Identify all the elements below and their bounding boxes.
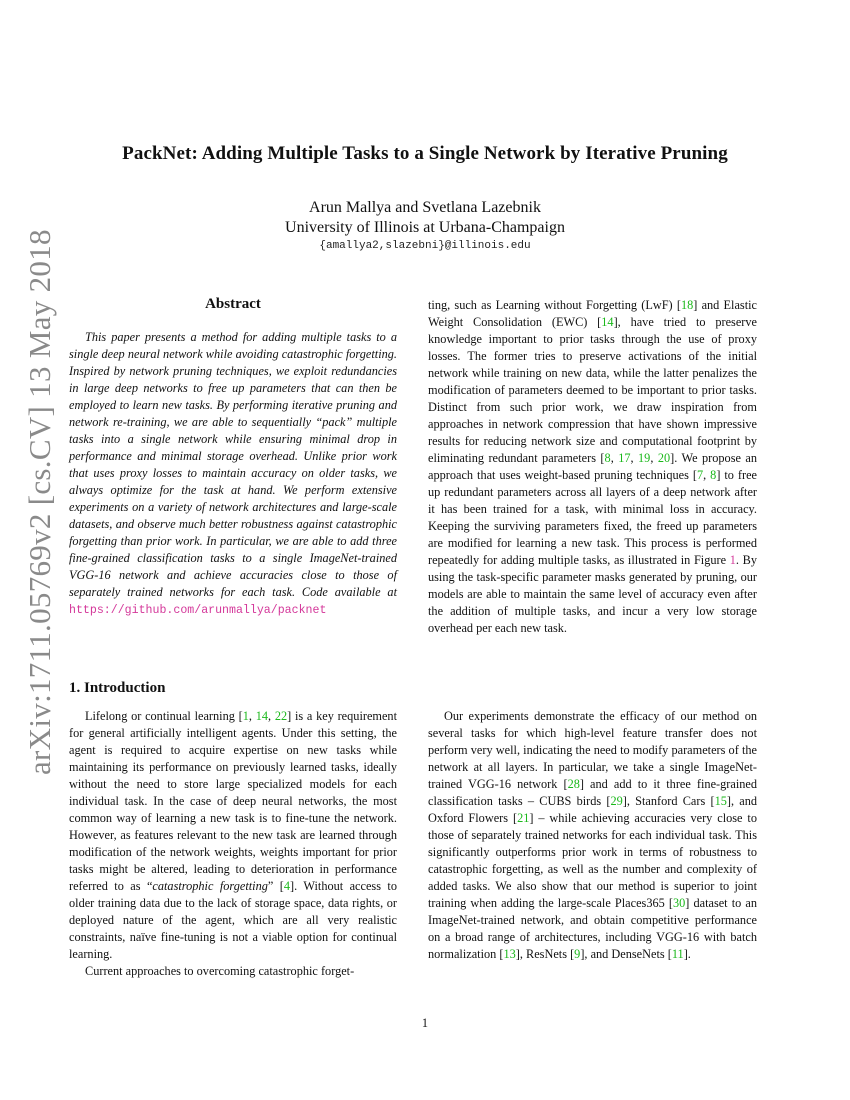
text-span: ], ResNets [ — [515, 947, 575, 961]
citation[interactable]: 17 — [618, 451, 631, 465]
citation[interactable]: 11 — [671, 947, 684, 961]
abstract-heading: Abstract — [205, 296, 261, 312]
text-span: ] to free up redundant parameters across all layers of a deep network after it has been trained for a task, with minimal loss in accuracy. Keeping the surviving parameters fixed, the freed up parameters are modified for learning a new task. This process is performed repeatedly for adding multiple tasks, as illustrated in Figure — [428, 468, 758, 567]
text-span: ]. — [683, 947, 691, 961]
intro-paragraph-2 — [69, 963, 397, 980]
text-span: ] – while achieving accuracies very close to those of separately trained networks for each individual task. This significantly outperforms prior work in terms of robustness to catastrophic forgetting, as well as the number and complexity of added tasks. We also show that our method is superior to joint training when adding the large-scale Places365 [ — [428, 811, 757, 910]
author-block — [0, 198, 850, 238]
author-names: Arun Mallya and Svetlana Lazebnik — [309, 199, 541, 216]
abstract-section — [69, 296, 397, 619]
intro-heading: 1. Introduction — [69, 680, 166, 696]
citation[interactable]: 20 — [657, 451, 671, 465]
citation[interactable]: 13 — [503, 947, 516, 961]
text-span: . By using the task-specific parameter masks generated by pruning, our models are able to maintain the same level of accuracy even after the addition of multiple tasks, and incur a very low storage overhead per each new task. — [428, 553, 757, 635]
citation[interactable]: 18 — [680, 298, 694, 312]
paper-title: PackNet: Adding Multiple Tasks to a Single Network by Iterative Pruning — [122, 143, 728, 164]
intro-left-column — [69, 708, 397, 980]
citation[interactable]: 9 — [574, 947, 581, 961]
intro-paragraph-2-continued: ting, such as Learning without Forgetting (LwF) [18] and Elastic Weight Consolidation (EWC) [14], have tried to preserve knowledge important to prior tasks through the use of proxy losses. The former tries to preserve activations of the initial network while training on new data, while the latter penalizes the modification of parameters deemed to be important to prior tasks. Distinct from such prior work, we draw inspiration from approaches in network compression that have shown impressive results for reducing network size and computational footprint by eliminating redundant parameters [8, 17, 19, 20]. We propose an approach that uses weight-based pruning techniques [7, 8] to free up redundant parameters across all layers of a deep network after it has been trained for a task, with minimal loss in accuracy. Keeping the surviving parameters fixed, the freed up parameters are modified for learning a new task. This process is performed repeatedly for adding multiple tasks, as illustrated in Figure 1. By using the task-specific parameter masks generated by pruning, our models are able to maintain the same level of accuracy even after the addition of multiple tasks, and incur a very low storage overhead per each new task. — [428, 298, 758, 635]
citation[interactable]: 1 — [242, 709, 249, 723]
text-span: ] and Elastic Weight Consolidation (EWC) [ — [428, 298, 758, 329]
citation[interactable]: 22 — [274, 709, 288, 723]
text-span: Our experiments demonstrate the efficacy of our method on several tasks for which high-level feature transfer does not perform very well, indicating the need to modify parameters of the network at all layers. In particular, we take a single ImageNet-trained VGG-16 network [ — [428, 709, 757, 791]
text-span: ] dataset to an ImageNet-trained network, and obtain competitive performance on a broad range of architectures, including VGG-16 with batch normalization [ — [428, 896, 757, 961]
citation[interactable]: 8 — [710, 468, 717, 482]
intro-paragraph-1: Lifelong or continual learning [1, 14, 22] is a key requirement for general artificially intelligent agents. Under this setting, the agent is required to acquire expertise on new tasks while maintaining its performance on previously learned tasks, ideally without the need to store large specialized models for each individual task. In the case of deep neural networks, the most common way of learning a new task is to fine-tune the network. However, as features relevant to the new task are learned through modification of the network weights, weights important for prior tasks might be altered, leading to deterioration in performance referred to as “catastrophic forgetting” [4]. Without access to older training data due to the lack of storage space, data rights, or deployed nature of the agent, which are all very realistic constraints, naïve fine-tuning is not a viable option for continual learning. — [69, 709, 397, 961]
text-span: ], and DenseNets [ — [580, 947, 672, 961]
citation[interactable]: 14 — [255, 709, 268, 723]
text-span: Lifelong or continual learning [ — [85, 709, 243, 723]
citation[interactable]: 28 — [567, 777, 580, 791]
abstract-text — [69, 329, 397, 619]
abstract-body: This paper presents a method for adding multiple tasks to a single deep neural network while avoiding catastrophic forgetting. Inspired by network pruning techniques, we exploit redundancies in large deep networks to free up parameters that can then be employed to learn new tasks. By performing iterative pruning and network re-training, we are able to sequentially “pack” multiple tasks into a single network while ensuring minimal drop in performance and minimal storage overhead. Unlike prior work that uses proxy losses to maintain accuracy on older tasks, we always optimize for the task at hand. We perform extensive experiments on a variety of network architectures and large-scale datasets, and observe much better robustness against catastrophic forgetting than prior work. In particular, we are able to add three fine-grained classification tasks to a single ImageNet-trained VGG-16 network and achieve accuracies close to those of separately trained networks for each task. Code available at — [69, 330, 397, 599]
author-email: {amallya2,slazebni}@illinois.edu — [319, 240, 531, 252]
citation[interactable]: 4 — [283, 879, 291, 893]
citation[interactable]: 14 — [601, 315, 614, 329]
right-column-top — [428, 297, 757, 637]
text-span: ] is a key requirement for general artificially intelligent agents. Under this setting, the agent is required to acquire expertise on new tasks while maintaining its performance on previously learned tasks, ideally without the need to store large specialized models for each individual task. In the case of deep neural networks, the most common way of learning a new task is to fine-tune the network. However, as features relevant to the new task are learned through modification of the network weights, weights important for prior tasks might be altered, leading to deterioration in performance referred to as “ — [69, 709, 397, 893]
emphasis-text: catastrophic forgetting — [152, 879, 268, 893]
right-column-bottom — [428, 708, 757, 963]
citation[interactable]: 8 — [604, 451, 611, 465]
page-number: 1 — [421, 1016, 429, 1030]
citation[interactable]: 30 — [672, 896, 686, 910]
code-url-link[interactable]: https://github.com/arunmallya/packnet — [69, 604, 327, 617]
figure-reference[interactable]: 1 — [729, 553, 736, 567]
affiliation: University of Illinois at Urbana-Champaign — [285, 219, 565, 236]
text-span: ]. Without access to older training data due to the lack of storage space, data rights, or deployed nature of the agent, which are all very realistic constraints, naïve fine-tuning is not a viable option for continual learning. — [69, 879, 397, 961]
citation[interactable]: 15 — [714, 794, 727, 808]
text-span: ] and add to it three fine-grained classification tasks – CUBS birds [ — [428, 777, 757, 808]
text-span: ting, such as Learning without Forgetting (LwF) [ — [428, 298, 681, 312]
text-span: ], have tried to preserve knowledge important to prior tasks through the use of proxy losses. The former tries to preserve activations of the initial network while training on new data, while the latter penalizes the modification of parameters deemed to be important to prior tasks. Distinct from such prior work, we draw inspiration from approaches in network compression that have shown impressive results for reducing network size and computational footprint by eliminating redundant parameters [ — [428, 315, 757, 465]
citation[interactable]: 21 — [517, 811, 530, 825]
citation[interactable]: 7 — [696, 468, 704, 482]
citation[interactable]: 29 — [610, 794, 623, 808]
intro-paragraph-3 — [428, 708, 757, 963]
arxiv-stamp: arXiv:1711.05769v2 [cs.CV] 13 May 2018 — [22, 229, 57, 775]
text-span: ], and Oxford Flowers [ — [428, 794, 757, 825]
text-span: Current approaches to overcoming catastrophic forget- — [85, 964, 355, 978]
text-span: ” [ — [267, 879, 284, 893]
citation[interactable]: 19 — [638, 451, 651, 465]
text-span: ], Stanford Cars [ — [622, 794, 715, 808]
text-span: ]. We propose an approach that uses weight-based pruning techniques [ — [428, 451, 757, 482]
